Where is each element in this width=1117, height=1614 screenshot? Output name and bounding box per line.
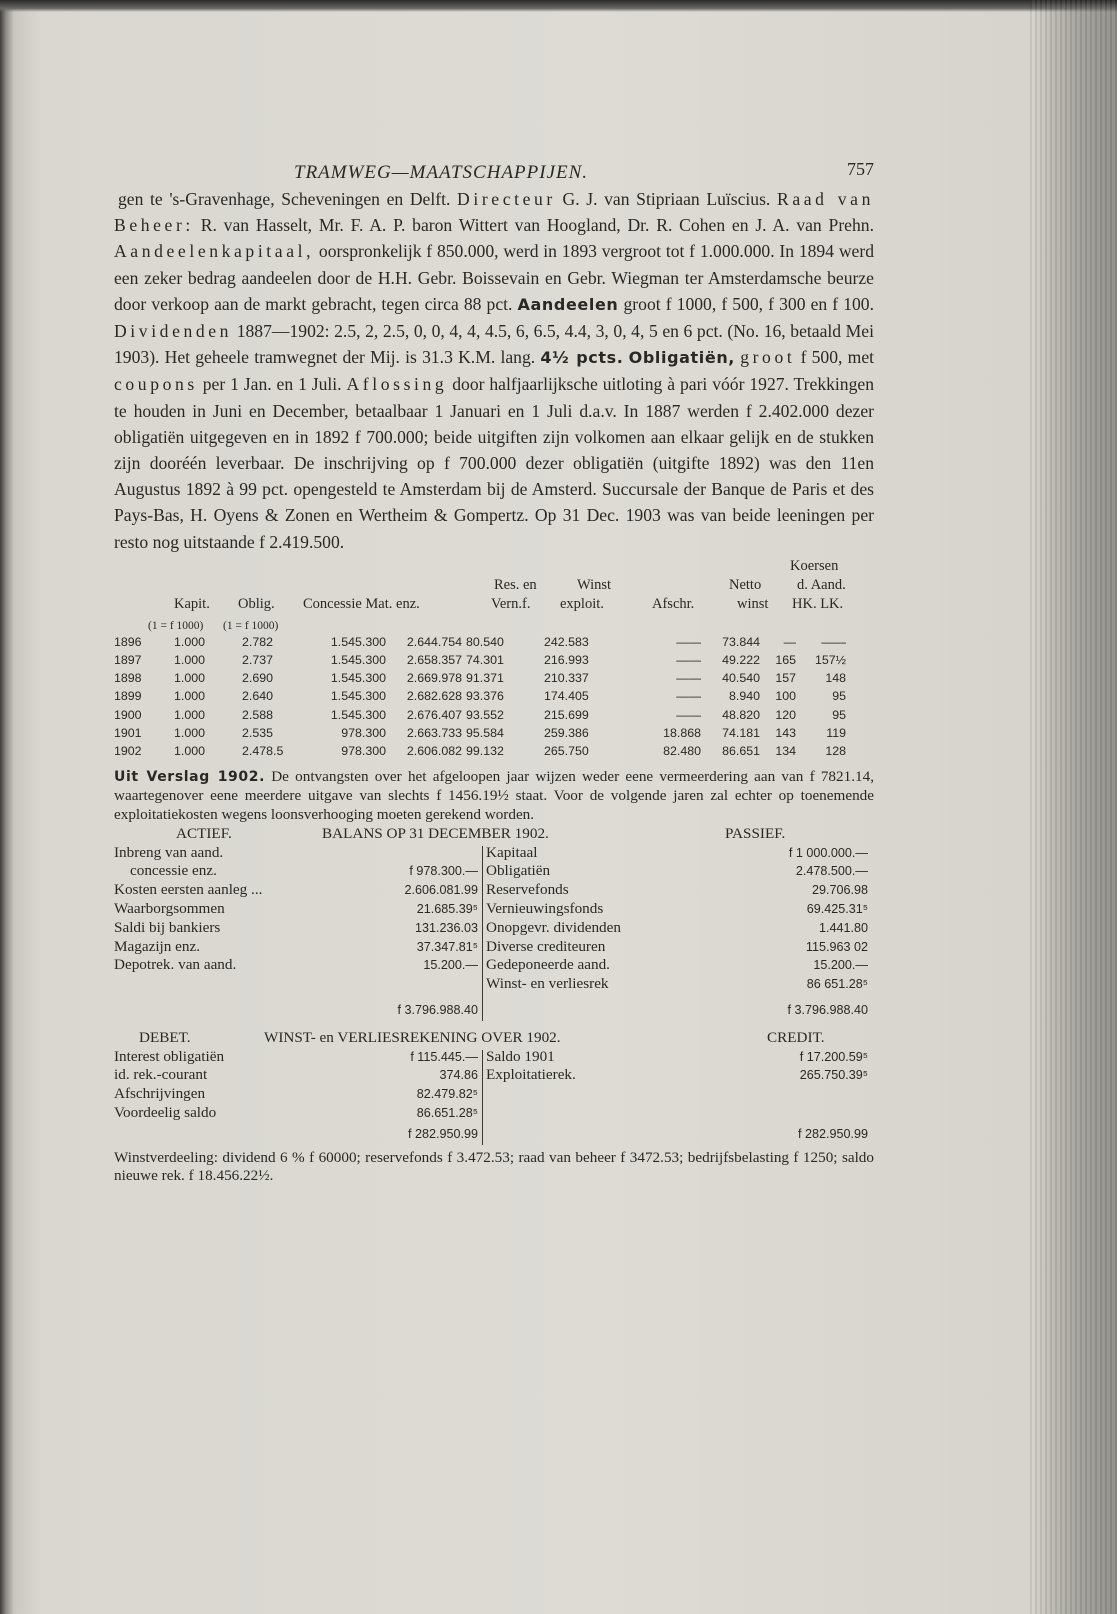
cell-year: 1901 xyxy=(114,725,142,740)
cell-kapit: 1.000 xyxy=(174,725,206,740)
right-entry-label: Vernieuwingsfonds xyxy=(486,899,604,917)
header-concessie: Concessie Mat. enz. xyxy=(303,595,420,612)
cell-mat-enz: 2.676.407 xyxy=(406,707,462,722)
cell-mat-enz: 2.658.357 xyxy=(406,653,462,668)
table-body xyxy=(114,633,874,760)
cell-winst-exploit: 259.386 xyxy=(544,725,589,740)
cell-winst-exploit: 216.993 xyxy=(544,653,589,668)
cell-netto-winst: 73.844 xyxy=(722,634,760,649)
cell-year: 1902 xyxy=(114,743,142,758)
cell-winst-exploit: 210.337 xyxy=(544,671,589,686)
left-entry-amount: 374.86 xyxy=(439,1068,478,1083)
obligatien-label: Obligatiën, xyxy=(628,348,735,368)
verslag-label: Uit Verslag 1902. xyxy=(114,769,265,786)
table-header xyxy=(114,557,874,617)
right-entry-label: Diverse crediteuren xyxy=(486,937,606,955)
right-total: f 282.950.99 xyxy=(797,1126,868,1141)
cell-koers-lk: 95 xyxy=(832,689,846,704)
cell-concessie: 1.545.300 xyxy=(330,671,386,686)
header-netto: Netto xyxy=(729,576,762,593)
header-afschr: Afschr. xyxy=(652,595,695,612)
cell-kapit: 1.000 xyxy=(174,653,206,668)
pcts-label: 4½ pcts. xyxy=(540,348,624,368)
right-entry-label: Gedeponeerde aand. xyxy=(486,956,610,974)
left-total: f 282.950.99 xyxy=(407,1126,478,1141)
cell-afschr: —— xyxy=(676,707,701,722)
cell-res-vern: 80.540 xyxy=(466,634,504,649)
right-entry-label: Winst- en verliesrek xyxy=(486,975,609,993)
koersen-table xyxy=(114,557,874,760)
cell-res-vern: 74.301 xyxy=(466,653,504,668)
right-entry-label: Saldo 1901 xyxy=(486,1047,555,1065)
cell-year: 1896 xyxy=(114,634,142,649)
running-title: TRAMWEG—MAATSCHAPPIJEN. xyxy=(294,162,589,183)
left-entry-amount: f 978.300.— xyxy=(409,864,478,879)
cell-koers-lk: —— xyxy=(821,634,846,649)
cell-res-vern: 95.584 xyxy=(466,725,504,740)
winst-title: WINST- en VERLIESREKENING OVER 1902. xyxy=(264,1028,561,1046)
cell-koers-hk: 120 xyxy=(775,707,796,722)
directeur-label: Directeur xyxy=(457,189,556,209)
cell-winst-exploit: 265.750 xyxy=(544,743,589,758)
cell-year: 1898 xyxy=(114,671,142,686)
cell-oblig: 2.478.5 xyxy=(242,743,284,758)
cell-concessie: 1.545.300 xyxy=(330,634,386,649)
left-entry-label: Afschrijvingen xyxy=(114,1085,206,1103)
credit-heading: CREDIT. xyxy=(767,1028,825,1046)
table-row xyxy=(114,669,874,687)
raad-label: Raad van Beheer: xyxy=(114,189,874,236)
cell-mat-enz: 2.644.754 xyxy=(406,634,462,649)
table-row xyxy=(114,651,874,669)
cell-oblig: 2.535 xyxy=(242,725,274,740)
left-entry-label: Interest obligatiën xyxy=(114,1047,225,1065)
cell-concessie: 978.300 xyxy=(341,725,386,740)
header-exploit: exploit. xyxy=(560,595,604,612)
cell-afschr: 82.480 xyxy=(663,743,701,758)
page-number: 757 xyxy=(847,159,874,179)
left-total: f 3.796.988.40 xyxy=(397,1002,478,1017)
cell-afschr: —— xyxy=(676,653,701,668)
text-segment: door halfjaarlijksche uitloting à pari vóór 1927. Trekkingen te houden in Juni en December, betaalbaar 1 Januari en 1 Juli d.a.v. In 1887 werden f 2.402.000 dezer obligatiën uitgegeven en in 1892 f 700.000; beide uitgiften zijn volkomen aan elkaar gelijk en de stukken zijn dooréén leverbaar. De inschrijving op f 700.000 dezer obligatiën (uitgifte 1892) was den 11en Augustus 1892 à 99 pct. opengesteld te Amsterdam bij de Amsterd. Succursale der Banque de Paris et des Pays-Bas, H. Oyens & Zonen en Wertheim & Gompertz. Op 31 Dec. 1903 was van beide leeningen per resto nog uitstaande f 2.419.500. xyxy=(114,374,875,552)
cell-afschr: —— xyxy=(676,689,701,704)
text-segment: G. J. van Stipriaan Luïscius. xyxy=(562,189,771,209)
cell-mat-enz: 2.682.628 xyxy=(406,689,462,704)
text-segment: groot f 1000, f 500, f 300 en f 100. xyxy=(623,293,874,314)
passief-heading: PASSIEF. xyxy=(725,824,786,842)
coupons-label: coupons xyxy=(114,374,198,395)
right-entry-amount: 69.425.31⁵ xyxy=(806,901,868,916)
left-entry-amount: f 115.445.— xyxy=(410,1049,478,1064)
cell-concessie: 1.545.300 xyxy=(330,653,386,668)
table-row xyxy=(114,687,874,705)
right-entry-amount: f 1 000.000.— xyxy=(788,845,868,860)
left-entry-amount: 2.606.081.99 xyxy=(404,883,478,898)
cell-koers-lk: 119 xyxy=(826,725,846,740)
left-entry-label: Kosten eersten aanleg ... xyxy=(114,881,263,899)
left-entry-amount: 37.347.81⁵ xyxy=(416,939,478,954)
cell-koers-lk: 128 xyxy=(825,743,846,758)
cell-mat-enz: 2.606.082 xyxy=(406,743,462,758)
cell-koers-lk: 148 xyxy=(825,671,846,686)
right-entry-amount: 2.478.500.— xyxy=(795,864,868,879)
right-entry-amount: 15.200.— xyxy=(813,958,868,973)
header-res-en: Res. en xyxy=(494,576,537,593)
table-row xyxy=(114,706,874,724)
cell-netto-winst: 74.181 xyxy=(722,725,760,740)
left-entry-label: Saldi bij bankiers xyxy=(114,918,221,936)
cell-kapit: 1.000 xyxy=(174,634,206,649)
right-entry-label: Reservefonds xyxy=(486,881,569,899)
left-entry-amount: 15.200.— xyxy=(423,958,478,973)
cell-mat-enz: 2.669.978 xyxy=(406,671,462,686)
cell-winst-exploit: 242.583 xyxy=(544,634,589,649)
header-oblig: Oblig. xyxy=(238,595,275,612)
cell-res-vern: 93.552 xyxy=(466,707,504,722)
cell-winst-exploit: 174.405 xyxy=(544,689,589,704)
cell-kapit: 1.000 xyxy=(174,743,206,758)
right-entry-label: Obligatiën xyxy=(486,862,551,880)
balans-title: BALANS OP 31 DECEMBER 1902. xyxy=(322,824,549,842)
document-page xyxy=(114,150,874,1186)
cell-netto-winst: 48.820 xyxy=(722,707,760,722)
left-entry-label: concessie enz. xyxy=(130,862,217,880)
header-d-aand: d. Aand. xyxy=(797,576,846,593)
left-entry-label: Waarborgsommen xyxy=(114,899,225,917)
header-koersen: Koersen xyxy=(790,557,839,574)
left-entry-amount: 131.236.03 xyxy=(414,920,478,935)
winst-sheet xyxy=(114,1029,874,1145)
right-entry-amount: 29.706.98 xyxy=(811,883,868,898)
cell-kapit: 1.000 xyxy=(174,671,206,686)
cell-koers-lk: 95 xyxy=(832,707,846,722)
header-winst2: winst xyxy=(737,595,769,612)
cell-netto-winst: 8.940 xyxy=(728,689,760,704)
cell-afschr: —— xyxy=(676,671,701,686)
left-entry-label: Depotrek. van aand. xyxy=(114,956,237,974)
cell-koers-hk: — xyxy=(783,634,796,649)
kapitaal-label: Aandeelenkapitaal, xyxy=(114,241,315,262)
unit-kapit: (1 = f 1000) xyxy=(148,619,204,632)
cell-oblig: 2.782 xyxy=(242,634,274,649)
text-segment: 1887—1902: 2.5, 2, 2.5, 0, 0, 4, 4, 4.5, 6, 6.5, 4.4, 3, 0, 4, 5 en 6 pct. (No. 16, betaald Mei 1903). Het geheele tramwegnet der Mij. is 31.3 K.M. lang. xyxy=(114,321,874,368)
right-entry-label: Kapitaal xyxy=(486,843,538,861)
right-entry-label: Onopgevr. dividenden xyxy=(486,918,621,936)
page-header xyxy=(114,150,874,186)
right-entry-amount: 1.441.80 xyxy=(818,920,868,935)
cell-winst-exploit: 215.699 xyxy=(544,707,589,722)
cell-afschr: —— xyxy=(676,634,701,649)
actief-heading: ACTIEF. xyxy=(176,824,232,842)
right-entry-amount: 115.963 02 xyxy=(805,939,868,954)
cell-koers-lk: 157½ xyxy=(814,653,846,668)
cell-concessie: 1.545.300 xyxy=(330,707,386,722)
table-row xyxy=(114,724,874,742)
header-hk-lk: HK. LK. xyxy=(792,595,844,612)
cell-koers-hk: 165 xyxy=(775,653,796,668)
company-paragraph xyxy=(114,186,874,555)
column-divider xyxy=(482,1050,483,1145)
cell-res-vern: 99.132 xyxy=(466,743,504,758)
column-divider xyxy=(482,846,483,1021)
unit-oblig: (1 = f 1000) xyxy=(223,619,279,632)
header-winst: Winst xyxy=(577,576,612,593)
cell-mat-enz: 2.663.733 xyxy=(406,725,462,740)
cell-year: 1897 xyxy=(114,653,142,668)
cell-oblig: 2.690 xyxy=(242,671,274,686)
book-gutter xyxy=(1030,0,1117,1614)
aandeelen-label: Aandeelen xyxy=(517,294,619,314)
debet-heading: DEBET. xyxy=(139,1028,191,1046)
table-row xyxy=(114,742,874,760)
cell-koers-hk: 100 xyxy=(775,689,796,704)
balans-sheet xyxy=(114,825,874,1029)
left-entry-amount: 21.685.39⁵ xyxy=(416,901,478,916)
winstverdeeling-paragraph: Winstverdeeling: dividend 6 % f 60000; reservefonds f 3.472.53; raad van beheer f 3472.53; bedrijfsbelasting f 1250; saldo nieuwe rek. f 18.456.22½. xyxy=(114,1148,874,1185)
text-segment: f 500, met xyxy=(800,347,875,368)
right-total: f 3.796.988.40 xyxy=(787,1002,868,1017)
cell-oblig: 2.588 xyxy=(242,707,274,722)
left-entry-amount: 86.651.28⁵ xyxy=(416,1105,478,1120)
left-entry-label: Inbreng van aand. xyxy=(114,843,224,861)
cell-concessie: 1.545.300 xyxy=(330,689,386,704)
text-segment: gen te 's-Gravenhage, Scheveningen en Delft. xyxy=(118,189,451,209)
text-segment: oorspronkelijk f 850.000, werd in 1893 vergroot tot f 1.000.000. In 1894 werd een zeker bedrag aandeelen door de H.H. Gebr. Boissevain en Gebr. Wiegman ter Amsterdamsche beurze door verkoop aan de markt gebracht, tegen circa 88 pct. xyxy=(114,241,874,314)
cell-netto-winst: 49.222 xyxy=(722,653,760,668)
right-entry-amount: 265.750.39⁵ xyxy=(799,1068,868,1083)
cell-koers-hk: 157 xyxy=(775,671,796,686)
text-segment: R. van Hasselt, Mr. F. A. P. baron Wittert van Hoogland, Dr. R. Cohen en J. A. van Prehn. xyxy=(200,215,874,236)
cell-res-vern: 91.371 xyxy=(466,671,504,686)
aflossing-label: Aflossing xyxy=(346,374,448,395)
cell-netto-winst: 86.651 xyxy=(722,743,760,758)
right-entry-amount: f 17.200.59⁵ xyxy=(799,1049,868,1064)
cell-oblig: 2.640 xyxy=(242,689,274,704)
cell-concessie: 978.300 xyxy=(341,743,386,758)
cell-oblig: 2.737 xyxy=(242,653,274,668)
cell-kapit: 1.000 xyxy=(174,689,206,704)
left-entry-label: Magazijn enz. xyxy=(114,937,201,955)
header-kapit: Kapit. xyxy=(174,595,210,612)
cell-kapit: 1.000 xyxy=(174,707,206,722)
left-entry-label: id. rek.-courant xyxy=(114,1066,208,1084)
groot-label: groot xyxy=(740,347,796,368)
cell-afschr: 18.868 xyxy=(663,725,701,740)
verslag-paragraph xyxy=(114,768,874,824)
left-entry-amount: 82.479.82⁵ xyxy=(416,1087,478,1102)
table-row xyxy=(114,633,874,651)
verslag-text: De ontvangsten over het afgeloopen jaar wijzen weder eene vermeerdering aan van f 7821.14, waartegenover eene meerdere uitgave van slechts f 1456.19½ staat. Voor de volgende jaren zal echter op toenemende exploitatiekosten wegens loonsverhooging moeten gerekend worden. xyxy=(114,768,874,823)
cell-netto-winst: 40.540 xyxy=(722,671,760,686)
cell-year: 1899 xyxy=(114,689,142,704)
cell-res-vern: 93.376 xyxy=(466,689,504,704)
dividenden-label: Dividenden xyxy=(114,321,233,342)
right-entry-label: Exploitatierek. xyxy=(486,1066,576,1084)
header-vern: Vern.f. xyxy=(491,595,531,612)
cell-koers-hk: 134 xyxy=(775,743,796,758)
left-entry-label: Voordeelig saldo xyxy=(114,1103,217,1121)
units-row xyxy=(114,617,874,633)
text-segment: per 1 Jan. en 1 Juli. xyxy=(202,374,342,395)
right-entry-amount: 86 651.28⁵ xyxy=(806,977,868,992)
cell-koers-hk: 143 xyxy=(775,725,796,740)
cell-year: 1900 xyxy=(114,707,142,722)
